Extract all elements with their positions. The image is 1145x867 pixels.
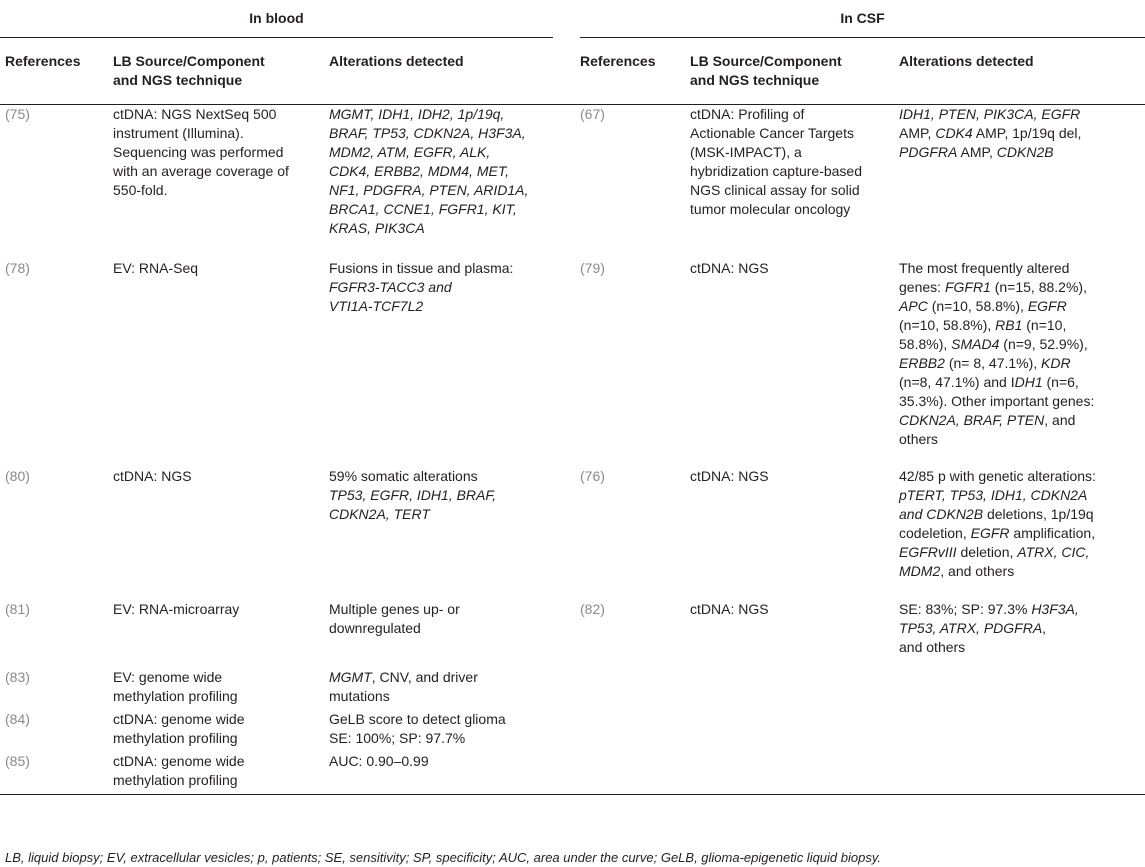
alterations-cell: SE: 83%; SP: 97.3% H3F3A, TP53, ATRX, PDGFRA, and others [899,601,1079,655]
alterations-cell: Fusions in tissue and plasma: FGFR3-TACC3 and VTI1A-TCF7L2 [329,260,514,314]
reference-link[interactable]: (80) [5,468,30,484]
header-references-csf: References [580,38,672,105]
source-cell: ctDNA: NGS [690,468,769,484]
alterations-cell: The most frequently altered genes: FGFR1 (n=15, 88.2%), APC (n=10, 58.8%), EGFR (n=10, 58.8%), RB1 (n=10, 58.8%), SMAD4 (n=9, 52.9%), ERBB2 (n= 8, 47.1%), KDR (n=8, 47.1%) and IDH1 (n=6, 35.3%). Other important genes: CDKN2A, BRAF, PTEN, and others [899,260,1095,447]
source-cell: ctDNA: Profiling of Actionable Cancer Targets (MSK-IMPACT), a hybridization capture-based NGS clinical assay for solid tumor molecular oncology [690,106,863,217]
alterations-cell: MGMT, CNV, and driver mutations [329,669,478,704]
ref-cell [580,600,672,668]
ref-cell [0,710,107,752]
ref-cell [0,105,107,260]
reference-link[interactable]: (84) [5,711,30,727]
table-row [0,668,1145,710]
header-alterations-blood: Alterations detected [325,38,553,105]
reference-link[interactable]: (81) [5,601,30,617]
source-cell: EV: RNA-Seq [113,260,199,276]
column-header-row [0,38,1145,105]
reference-link[interactable]: (76) [580,468,605,484]
source-cell: EV: RNA-microarray [113,601,240,617]
header-source-csf: LB Source/Component and NGS technique [672,38,885,105]
header-source-blood: LB Source/Component and NGS technique [107,38,325,105]
ref-cell [0,752,107,795]
reference-link[interactable]: (79) [580,260,605,276]
header-alterations-csf: Alterations detected [885,38,1145,105]
source-cell: ctDNA: NGS [690,260,769,276]
reference-link[interactable]: (67) [580,106,605,122]
reference-link[interactable]: (75) [5,106,30,122]
reference-link[interactable]: (78) [5,260,30,276]
reference-link[interactable]: (83) [5,669,30,685]
ref-cell [0,600,107,668]
source-cell: EV: genome wide methylation profiling [113,669,238,704]
ref-cell [580,467,672,600]
table-footnote: LB, liquid biopsy; EV, extracellular vesicles; p, patients; SE, sensitivity; SP, specificity; AUC, area under the curve; GeLB, glioma-epigenetic liquid biopsy. [5,850,881,865]
source-cell: ctDNA: genome wide methylation profiling [107,752,325,795]
table-row [0,105,1145,260]
group-gap [553,0,580,38]
alterations-cell: IDH1, PTEN, PIK3CA, EGFR AMP, CDK4 AMP, 1p/19q del, PDGFRA AMP, CDKN2B [899,106,1082,160]
table-row [0,259,1145,467]
alterations-cell: 59% somatic alterations TP53, EGFR, IDH1, BRAF, CDKN2A, TERT [329,468,497,522]
ref-cell [580,105,672,260]
source-cell: ctDNA: NGS [113,468,192,484]
group-header-row [0,0,1145,38]
alterations-cell: MGMT, IDH1, IDH2, 1p/19q, BRAF, TP53, CDKN2A, H3F3A, MDM2, ATM, EGFR, ALK, CDK4, ERBB2, MDM4, MET, NF1, PDGFRA, PTEN, ARID1A, BRCA1, CCNE1, FGFR1, KIT, KRAS, PIK3CA [329,106,529,236]
source-cell: ctDNA: NGS [690,601,769,617]
header-references-blood: References [0,38,107,105]
ref-cell [0,467,107,600]
header-gap [553,38,580,105]
ref-cell [580,259,672,467]
group-header-csf: In CSF [580,0,1145,38]
table-row [0,752,1145,795]
alterations-cell: Multiple genes up- or downregulated [329,601,460,636]
table-row [0,600,1145,668]
ref-cell [0,259,107,467]
reference-link[interactable]: (82) [580,601,605,617]
ref-cell [0,668,107,710]
source-cell: ctDNA: genome wide methylation profiling [113,711,245,746]
source-cell: ctDNA: NGS NextSeq 500 instrument (Illumina). Sequencing was performed with an average coverage of 550-fold. [113,106,289,198]
alterations-cell: AUC: 0.90–0.99 [325,752,553,795]
reference-link[interactable]: (85) [5,753,30,769]
table-row [0,467,1145,600]
table-row [0,710,1145,752]
alterations-cell: 42/85 p with genetic alterations: pTERT, TP53, IDH1, CDKN2A and CDKN2B deletions, 1p/19q codeletion, EGFR amplification, EGFRvIII deletion, ATRX, CIC, MDM2, and others [899,468,1096,579]
alterations-cell: GeLB score to detect glioma SE: 100%; SP: 97.7% [329,711,506,746]
group-header-blood: In blood [0,0,553,38]
